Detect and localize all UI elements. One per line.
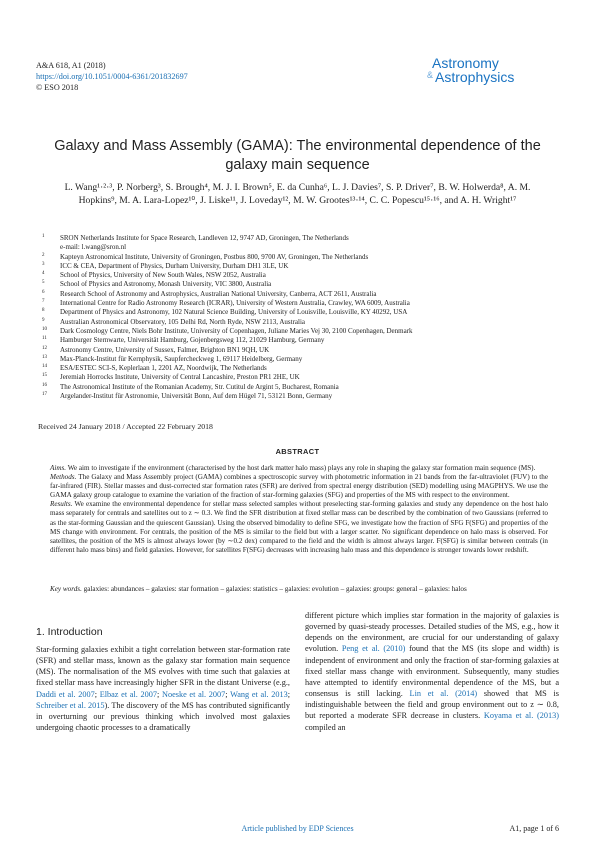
logo-ampersand: & [427, 70, 434, 80]
citation-link[interactable]: Daddi et al. 2007 [36, 689, 95, 699]
affiliation-text: Australian Astronomical Observatory, 105 Delhi Rd, North Ryde, NSW 2113, Australia [60, 317, 306, 326]
copyright: © ESO 2018 [36, 83, 79, 92]
masthead [36, 60, 188, 93]
logo-line-2: Astrophysics [435, 69, 515, 85]
affiliation-item [38, 318, 558, 327]
keywords [50, 585, 548, 594]
logo-line-1: Astronomy [432, 55, 499, 71]
affiliation-item [38, 392, 558, 401]
citation-link[interactable]: Schreiber et al. 2015 [36, 700, 105, 710]
affiliation-number: 2 [42, 252, 45, 258]
affiliation-item [38, 336, 558, 345]
citation-link[interactable]: Peng et al. (2010) [341, 644, 406, 654]
journal-logo [427, 55, 557, 85]
affiliation-number: 10 [42, 326, 47, 332]
affiliation-item [38, 253, 558, 262]
affiliation-text: Dark Cosmology Centre, Niels Bohr Institute, University of Copenhagen, Juliane Maries Vej 30, 2100 Copenhagen, Denmark [60, 326, 413, 335]
aims-text: We aim to investigate if the environment (characterised by the host dark matter halo mass) plays any role in shaping the galaxy star formation main sequence (MS). [67, 464, 536, 472]
page-number: A1, page 1 of 6 [509, 824, 559, 833]
affiliation-number: 14 [42, 364, 47, 370]
journal-line: A&A 618, A1 (2018) [36, 61, 106, 70]
affiliation-text: ESA/ESTEC SCI-S, Keplerlaan 1, 2201 AZ, Noordwijk, The Netherlands [60, 364, 267, 373]
affiliation-text: School of Physics and Astronomy, Monash University, VIC 3800, Australia [60, 280, 272, 289]
affiliation-text: Astronomy Centre, University of Sussex, Falmer, Brighton BN1 9QH, UK [60, 345, 270, 354]
affiliation-number: 8 [42, 308, 45, 314]
affiliation-number: 13 [42, 354, 47, 360]
affiliation-text: Argelander-Institut für Astronomie, Universität Bonn, Auf dem Hügel 71, 53121 Bonn, Germany [60, 392, 333, 401]
affiliation-text: Kapteyn Astronomical Institute, University of Groningen, Postbus 800, 9700 AV, Groningen, The Netherlands [60, 252, 369, 261]
intro-right-column [305, 610, 559, 733]
affiliation-number: 12 [42, 345, 47, 351]
citation-link[interactable]: Elbaz et al. 2007 [99, 689, 158, 699]
doi-link[interactable]: https://doi.org/10.1051/0004-6361/201832697 [36, 72, 188, 81]
results-text: We examine the environmental dependence for stellar mass selected samples without preselecting star-forming galaxies and study any dependence on the host halo mass separately for centrals and satellites out to z ∼ 0.3. We find the SFR distribution at fixed stellar mass can be described by the combination of two Gaussians (referred to as the star-forming Gaussian and the quiescent Gaussian). Using the observed bimodality to define SFG, we investigate how the fraction of SFG F(SFG) and properties of the MS change with environment. For centrals, the position of the MS is similar to the field but with a larger scatter. No significant dependence on halo mass is observed. For satellites, the position of the MS is almost always lower (by ∼0.2 dex) compared to the field and the width is almost always larger. F(SFG) is similar between centrals (in different halo mass bins) and field galaxies. However, for satellites F(SFG) decreases with increasing halo mass and this dependence is stronger towards lower redshift. [50, 500, 548, 554]
affiliation-number: 7 [42, 299, 45, 305]
abstract-results [50, 500, 548, 555]
affiliation-text: Research School of Astronomy and Astrophysics, Australian National University, Canberra, ACT 2611, Australia [60, 289, 377, 298]
results-label: Results. [50, 500, 73, 509]
affiliation-text: ICC & CEA, Department of Physics, Durham University, Durham DH1 3LE, UK [60, 261, 289, 270]
intro-left-column [36, 644, 290, 733]
affiliation-number: 3 [42, 261, 45, 267]
abstract-aims [50, 464, 548, 473]
methods-label: Methods. [50, 473, 77, 482]
body-text: different picture which implies star formation in the majority of galaxies is governed by quasi-steady processes. Detailed studies of the MS, e.g., how it depends on the environment, are crucial for our understanding of galaxy evolution. [305, 611, 559, 654]
citation-link[interactable]: Noeske et al. 2007 [162, 689, 226, 699]
affiliation-text: School of Physics, University of New South Wales, NSW 2052, Australia [60, 271, 266, 280]
body-text: Star-forming galaxies exhibit a tight correlation between star-formation rate (SFR) and stellar mass, known as the galaxy star formation main sequence (MS). The normalisation of the MS evolves with time such that galaxies at fixed stellar mass have increasingly higher SFR in the distant Universe (e.g., [36, 645, 290, 688]
affiliation-text: Hamburger Sternwarte, Universität Hamburg, Gojenbergsweg 112, 21029 Hamburg, Germany [60, 336, 325, 345]
author-list: L. Wang¹·²·³, P. Norberg³, S. Brough⁴, M. J. I. Brown⁵, E. da Cunha⁶, L. J. Davies⁷, S. P. Driver⁷, B. W. Holwerda⁸, A. M. Hopkins⁹, M. A. Lara-Lopez¹⁰, J. Liske¹¹, J. Loveday¹², M. W. Grootes¹³·¹⁴, C. C. Popescu¹⁵·¹⁶, and A. H. Wright¹⁷ [64, 182, 531, 207]
section-heading-introduction: 1. Introduction [36, 626, 103, 638]
aims-label: Aims. [50, 464, 67, 472]
body-text: ; [157, 689, 162, 699]
citation-link[interactable]: Lin et al. (2014) [409, 689, 478, 699]
affiliation-number: 17 [42, 392, 47, 398]
body-text: ). The discovery of the MS has contributed significantly in overturning our previous thinking which involved most galaxies undergoing chaotic processes to a dramatically [36, 700, 290, 733]
affiliation-item [38, 327, 558, 336]
abstract-methods [50, 473, 548, 500]
body-text: found that the MS (its slope and width) is independent of environment and only the fraction of star-forming galaxies at fixed stellar mass change with environment. Subsequently, many studies have attempted to identify environmental dependence of the MS, but a consensus is still lacking. [305, 644, 559, 699]
affiliation-number: 11 [42, 336, 47, 342]
abstract [50, 464, 548, 555]
author-email[interactable]: e-mail: l.wang@sron.nl [60, 243, 127, 252]
methods-text: The Galaxy and Mass Assembly project (GAMA) combines a spectroscopic survey with photometric information in 21 bands from the far-ultraviolet (FUV) to the far-infrared (FIR). Stellar masses and dust-corrected star formation rates (SFR) are derived from spectral energy distribution (SED) modelling using MAGPHYS. We use the GAMA galaxy group catalogue to examine the variation of the fraction of star-forming galaxies (SFG) and properties of the MS with respect to the environment. [50, 473, 548, 500]
affiliation-text: Jeremiah Horrocks Institute, University of Central Lancashire, Preston PR1 2HE, UK [60, 373, 300, 382]
body-text: ; [94, 689, 100, 699]
body-text: showed that MS is indistinguishable between the field and group environment out to z ∼ 0.8, but reported a moderate SFR decrease in clusters. [305, 689, 559, 721]
affiliation-number: 16 [42, 382, 47, 388]
affiliation-item [38, 355, 558, 364]
affiliation-item [38, 280, 558, 289]
abstract-heading: ABSTRACT [275, 447, 320, 456]
affiliation-number: 6 [42, 289, 45, 295]
publisher-footer-link[interactable]: Article published by EDP Sciences [241, 824, 354, 833]
paper-title: Galaxy and Mass Assembly (GAMA): The environmental dependence of the galaxy main sequence [54, 138, 541, 173]
citation-link[interactable]: Koyama et al. (2013) [483, 711, 559, 721]
affiliation-item [38, 364, 558, 373]
affiliation-item [38, 346, 558, 355]
affiliation-list [38, 234, 558, 401]
affiliation-item [38, 373, 558, 382]
affiliation-item [38, 262, 558, 271]
affiliation-item [38, 290, 558, 299]
affiliation-text: Max-Planck-Institut für Kernphysik, Saupfercheckweg 1, 69117 Heidelberg, Germany [60, 354, 303, 363]
received-dates: Received 24 January 2018 / Accepted 22 February 2018 [38, 422, 213, 431]
affiliation-text: SRON Netherlands Institute for Space Research, Landleven 12, 9747 AD, Groningen, The Netherlands [60, 234, 349, 242]
affiliation-number: 4 [42, 271, 45, 277]
affiliation-number: 1 [42, 234, 45, 239]
affiliation-item [38, 234, 558, 253]
affiliation-number: 9 [42, 317, 45, 323]
affiliation-item [38, 299, 558, 308]
citation-link[interactable]: Wang et al. 2013 [230, 689, 288, 699]
affiliation-text: The Astronomical Institute of the Romanian Academy, Str. Cutitul de Argint 5, Bucharest, Romania [60, 382, 339, 391]
affiliation-number: 15 [42, 373, 47, 379]
body-text: ; [225, 689, 231, 699]
body-text: compiled an [305, 722, 346, 732]
affiliation-text: Department of Physics and Astronomy, 102 Natural Science Building, University of Louisville, Louisville, KY 40292, USA [60, 308, 408, 317]
keywords-text: galaxies: abundances – galaxies: star formation – galaxies: statistics – galaxies: evolution – galaxies: groups: general – galaxies: halos [83, 585, 467, 593]
affiliation-text: International Centre for Radio Astronomy Research (ICRAR), University of Western Australia, Crawley, WA 6009, Australia [60, 299, 410, 308]
keywords-label: Key words. [50, 585, 82, 593]
affiliation-item [38, 271, 558, 280]
affiliation-number: 5 [42, 280, 45, 286]
affiliation-item [38, 308, 558, 317]
body-text: ; [287, 689, 290, 699]
affiliation-item [38, 383, 558, 392]
